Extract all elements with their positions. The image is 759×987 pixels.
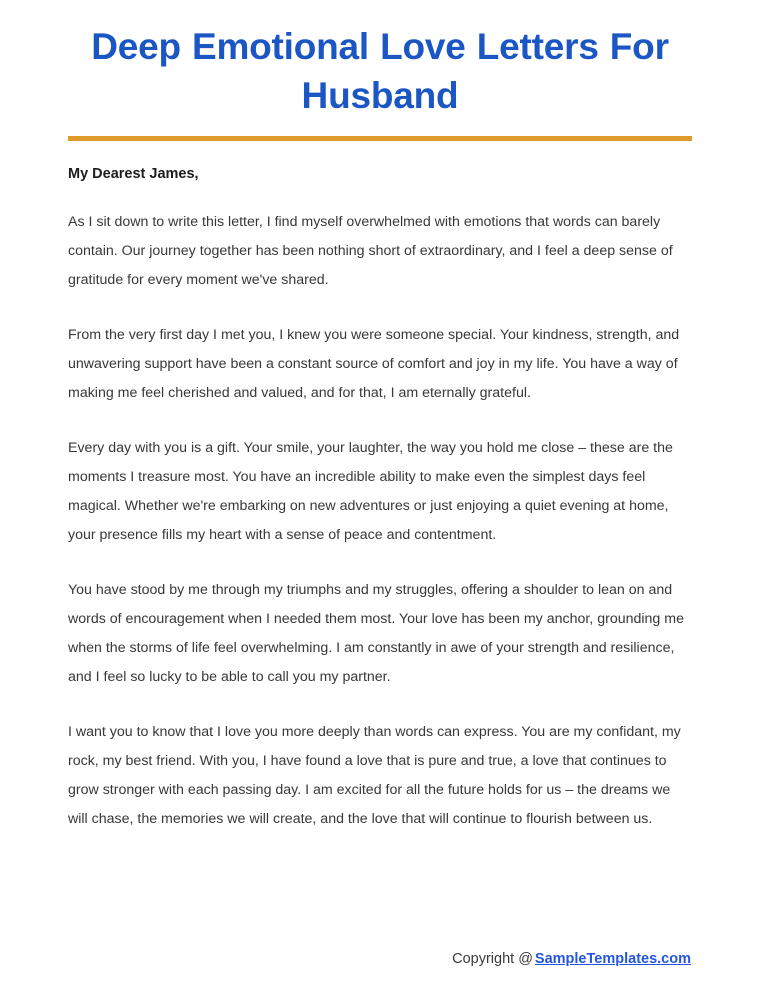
page-title: Deep Emotional Love Letters For Husband	[91, 26, 669, 117]
salutation: My Dearest James,	[68, 166, 199, 183]
footer-copyright	[452, 951, 691, 967]
letter-paragraph: From the very first day I met you, I knew you were someone special. Your kindness, strength, and unwavering support have been a constant source of comfort and joy in my life. You have a way of making me feel cherished and valued, and for that, I am eternally grateful.	[68, 327, 680, 402]
letter-paragraph: As I sit down to write this letter, I find myself overwhelmed with emotions that words can barely contain. Our journey together has been nothing short of extraordinary, and I feel a deep sense of gratitude for every moment we've shared.	[68, 214, 673, 289]
letter-body	[68, 141, 692, 834]
sample-templates-link[interactable]: SampleTemplates.com	[534, 951, 691, 967]
letter-paragraph: Every day with you is a gift. Your smile, your laughter, the way you hold me close – these are the moments I treasure most. You have an incredible ability to make even the simplest days feel magical. Whether we're embarking on new adventures or just enjoying a quiet evening at home, your presence fills my heart with a sense of peace and contentment.	[68, 440, 673, 544]
copyright-label: Copyright @	[452, 951, 533, 967]
letter-paragraph: You have stood by me through my triumphs and my struggles, offering a shoulder to lean on and words of encouragement when I needed them most. Your love has been my anchor, grounding me when the storms of life feel overwhelming. I am constantly in awe of your strength and resilience, and I feel so lucky to be able to call you my partner.	[68, 582, 684, 686]
letter-paragraph: I want you to know that I love you more deeply than words can express. You are my confidant, my rock, my best friend. With you, I have found a love that is pure and true, a love that continues to grow stronger with each passing day. I am excited for all the future holds for us – the dreams we will chase, the memories we will create, and the love that will continue to flourish between us.	[68, 724, 681, 828]
document-content	[68, 0, 692, 834]
